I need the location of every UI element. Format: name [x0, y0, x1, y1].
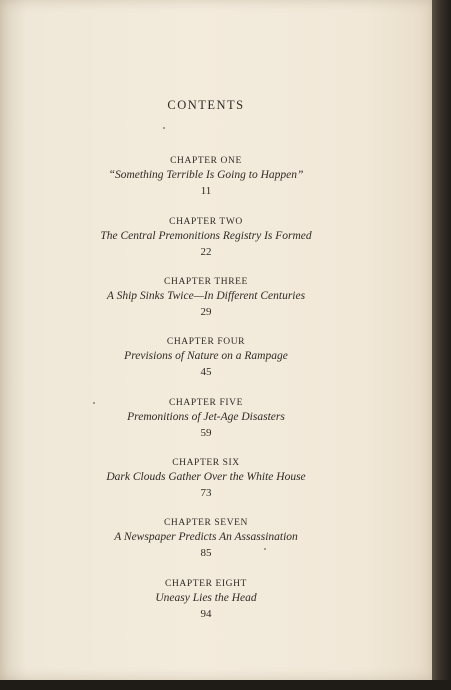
page-edge — [432, 0, 451, 690]
chapter-page-number: 45 — [200, 366, 212, 378]
chapter-title: A Newspaper Predicts An Assassination — [114, 531, 298, 543]
chapter-entry — [0, 397, 412, 441]
chapter-entry — [0, 155, 412, 199]
chapter-label: CHAPTER SEVEN — [163, 518, 249, 528]
chapter-page-number: 59 — [200, 427, 212, 439]
chapter-label: CHAPTER ONE — [170, 156, 242, 166]
chapter-page-number: 94 — [200, 608, 212, 620]
chapter-page-number: 85 — [200, 547, 212, 559]
chapter-entry — [0, 578, 412, 622]
chapter-entry — [0, 216, 412, 260]
chapter-page-number: 22 — [200, 246, 212, 258]
chapter-entry — [0, 276, 412, 320]
chapter-page-number: 73 — [200, 487, 212, 499]
chapter-title: Uneasy Lies the Head — [155, 592, 257, 604]
chapter-page-number: 11 — [200, 185, 212, 197]
contents-heading: CONTENTS — [167, 98, 245, 112]
paper-fleck — [93, 402, 95, 404]
chapter-label: CHAPTER EIGHT — [165, 579, 247, 589]
chapter-title: Dark Clouds Gather Over the White House — [106, 471, 306, 483]
paper-fleck — [264, 548, 266, 550]
page-bottom-edge — [0, 680, 451, 690]
chapter-label: CHAPTER SIX — [172, 458, 240, 468]
chapter-label: CHAPTER TWO — [169, 217, 243, 227]
chapter-entry — [0, 336, 412, 380]
chapter-entry — [0, 517, 412, 561]
chapter-title: The Central Premonitions Registry Is Formed — [100, 230, 312, 242]
chapter-label: CHAPTER FIVE — [169, 398, 243, 408]
chapter-title: A Ship Sinks Twice—In Different Centuries — [106, 290, 306, 302]
chapter-page-number: 29 — [200, 306, 212, 318]
chapter-title: Previsions of Nature on a Rampage — [124, 350, 288, 362]
chapter-title: “Something Terrible Is Going to Happen” — [108, 169, 304, 181]
chapter-label: CHAPTER THREE — [164, 277, 248, 287]
chapter-entry — [0, 457, 412, 501]
chapter-label: CHAPTER FOUR — [166, 337, 246, 347]
paper-fleck — [163, 127, 165, 129]
chapter-title: Premonitions of Jet-Age Disasters — [127, 411, 285, 423]
